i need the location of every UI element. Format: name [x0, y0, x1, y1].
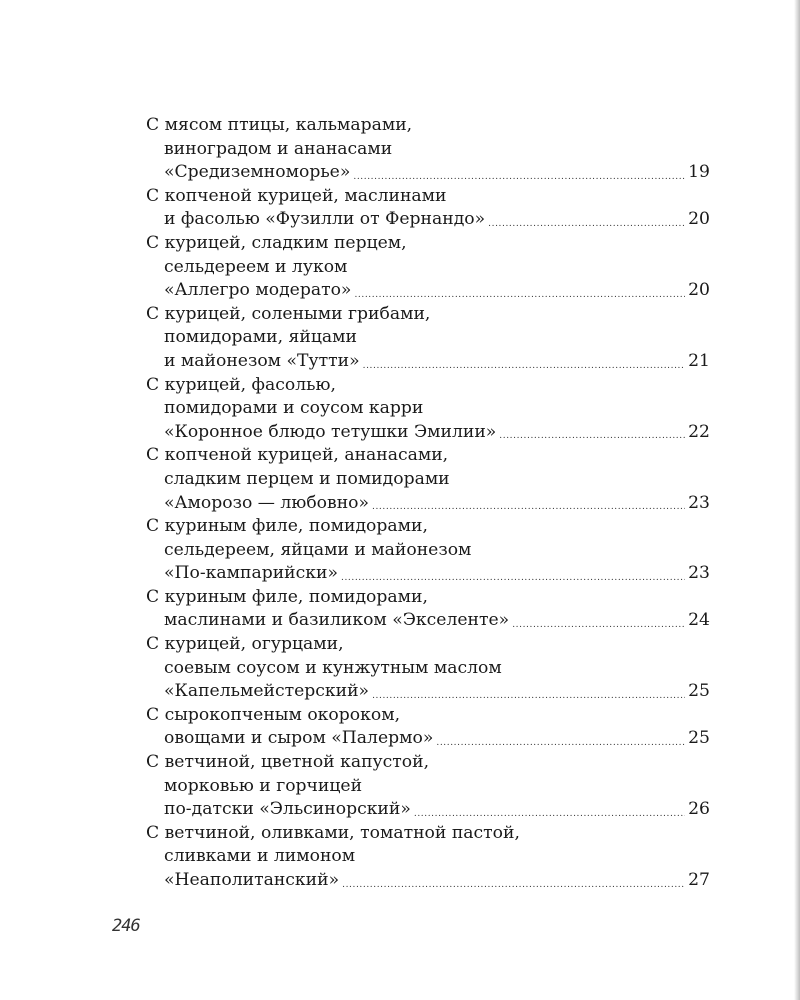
toc-entry-text: маслинами и базиликом «Экселенте»	[164, 610, 510, 631]
toc-entry-line	[146, 492, 710, 516]
toc-entry-line	[146, 822, 710, 846]
toc-entry-line	[146, 208, 710, 232]
toc-entry-text: «По-кампарийски»	[164, 563, 338, 584]
page-edge	[794, 0, 800, 1000]
toc-entry-text: «Неаполитанский»	[164, 870, 340, 890]
toc-entry-text: сельдереем, яйцами и майонезом	[164, 539, 472, 560]
dot-leader	[363, 363, 686, 369]
toc-entry-line	[146, 751, 710, 775]
toc-entry-text: морковью и горчицей	[164, 775, 363, 796]
dot-leader	[436, 740, 685, 746]
toc-entry-text: помидорами, яйцами	[164, 327, 357, 348]
toc-entry	[146, 374, 710, 445]
toc-entry-text: соевым соусом и кунжутным маслом	[164, 657, 502, 678]
toc-entry	[146, 114, 710, 185]
toc-entry-text: сливками и лимоном	[164, 846, 356, 867]
toc-entry-line	[146, 680, 710, 704]
toc-entry-text: С ветчиной, оливками, томатной пастой,	[146, 822, 520, 843]
toc-entry	[146, 633, 710, 704]
toc-page-number: 20	[688, 280, 710, 301]
toc-entry	[146, 704, 710, 751]
toc-entry-text: С курицей, сладким перцем,	[146, 232, 407, 253]
toc-entry-text: и фасолью «Фузилли от Фернандо»	[164, 209, 486, 230]
dot-leader	[341, 575, 685, 581]
table-of-contents	[146, 114, 710, 893]
toc-entry-text: сельдереем и луком	[164, 256, 348, 277]
toc-entry-line	[146, 586, 710, 610]
toc-entry	[146, 586, 710, 633]
toc-entry-text: и майонезом «Тутти»	[164, 350, 360, 371]
toc-page-number: 20	[688, 209, 710, 230]
toc-entry-text: «Коронное блюдо тетушки Эмилии»	[164, 421, 497, 442]
toc-entry-line	[146, 138, 710, 162]
toc-entry-text: «Средиземноморье»	[164, 162, 351, 183]
dot-leader	[342, 882, 685, 888]
toc-entry-line	[146, 727, 710, 751]
toc-entry-line	[146, 256, 710, 280]
toc-entry	[146, 444, 710, 515]
toc-entry-line	[146, 444, 710, 468]
toc-entry	[146, 751, 710, 822]
toc-entry-text: С курицей, солеными грибами,	[146, 303, 431, 324]
toc-entry-line	[146, 326, 710, 350]
toc-page-number: 24	[688, 610, 710, 631]
toc-entry-text: овощами и сыром «Палермо»	[164, 728, 434, 749]
toc-entry-line	[146, 539, 710, 563]
toc-entry-line	[146, 114, 710, 138]
toc-page-number: 21	[688, 350, 710, 371]
toc-entry-line	[146, 421, 710, 445]
toc-entry-line	[146, 633, 710, 657]
toc-entry-text: С ветчиной, цветной капустой,	[146, 752, 430, 773]
toc-page-number: 25	[688, 681, 710, 702]
toc-page-number: 23	[688, 563, 710, 584]
toc-entry-text: «Аллегро модерато»	[164, 280, 352, 301]
toc-entry-line	[146, 161, 710, 185]
toc-entry-text: «Капельмейстерский»	[164, 681, 370, 702]
toc-entry-text: С куриным филе, помидорами,	[146, 516, 428, 537]
toc-entry-line	[146, 350, 710, 374]
toc-entry-line	[146, 609, 710, 633]
toc-entry-line	[146, 798, 710, 822]
toc-entry-text: С курицей, огурцами,	[146, 634, 344, 655]
toc-page-number: 25	[688, 728, 710, 749]
toc-entry-line	[146, 468, 710, 492]
dot-leader	[372, 693, 685, 699]
toc-page-number: 22	[688, 421, 710, 442]
toc-entry-line	[146, 704, 710, 728]
toc-entry-text: С копченой курицей, ананасами,	[146, 445, 449, 466]
toc-entry-text: «Аморозо — любовно»	[164, 492, 370, 513]
toc-entry-line	[146, 397, 710, 421]
toc-entry-line	[146, 869, 710, 893]
toc-entry-text: помидорами и соусом карри	[164, 398, 424, 419]
toc-entry-line	[146, 845, 710, 869]
toc-entry-line	[146, 232, 710, 256]
toc-entry-line	[146, 279, 710, 303]
dot-leader	[353, 174, 685, 180]
toc-entry	[146, 185, 710, 232]
dot-leader	[354, 292, 685, 298]
dot-leader	[488, 221, 685, 227]
toc-entry-line	[146, 657, 710, 681]
toc-page-number: 19	[688, 162, 710, 183]
dot-leader	[372, 504, 685, 510]
toc-entry	[146, 515, 710, 586]
toc-entry-line	[146, 775, 710, 799]
toc-entry	[146, 232, 710, 303]
toc-page-number: 23	[688, 492, 710, 513]
toc-entry-text: С мясом птицы, кальмарами,	[146, 115, 413, 135]
dot-leader	[414, 811, 685, 817]
dot-leader	[499, 433, 685, 439]
toc-entry-line	[146, 303, 710, 327]
toc-entry-line	[146, 515, 710, 539]
toc-entry-text: С курицей, фасолью,	[146, 374, 336, 395]
toc-entry-line	[146, 374, 710, 398]
toc-entry	[146, 822, 710, 893]
toc-entry-text: С сырокопченым окороком,	[146, 704, 401, 725]
toc-entry-text: виноградом и ананасами	[164, 138, 393, 159]
toc-page-number: 26	[688, 799, 710, 820]
toc-entry-text: С копченой курицей, маслинами	[146, 185, 447, 206]
toc-entry-text: сладким перцем и помидорами	[164, 468, 450, 489]
toc-entry-text: С куриным филе, помидорами,	[146, 586, 428, 607]
toc-entry-line	[146, 562, 710, 586]
page-number: 246	[112, 916, 140, 936]
toc-page-number: 27	[688, 870, 710, 890]
toc-entry-line	[146, 185, 710, 209]
toc-entry	[146, 303, 710, 374]
dot-leader	[512, 622, 685, 628]
toc-entry-text: по-датски «Эльсинорский»	[164, 799, 411, 820]
